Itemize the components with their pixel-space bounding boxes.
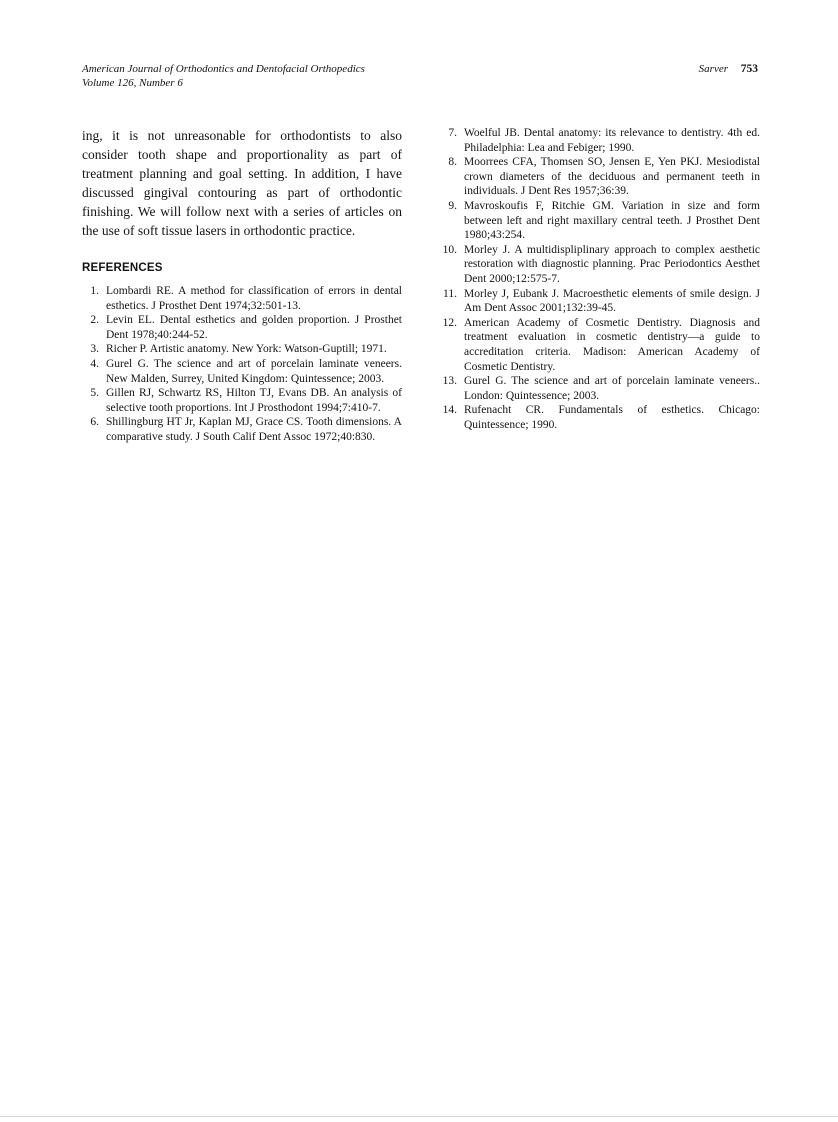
reference-item	[82, 342, 402, 357]
reference-text: Morley J, Eubank J. Macroesthetic elements of smile design. J Am Dent Assoc 2001;132:39-45.	[464, 287, 760, 315]
page-number: 753	[740, 63, 758, 75]
reference-item	[440, 287, 760, 316]
scan-edge-line	[0, 1116, 838, 1117]
left-column	[82, 126, 402, 445]
reference-item	[440, 243, 760, 287]
author-name: Sarver	[698, 63, 728, 75]
reference-text: American Academy of Cosmetic Dentistry. Diagnosis and treatment evaluation in cosmetic dentistry—a guide to accreditation criteria. Madison: American Academy of Cosmetic Dentistry.	[464, 316, 760, 373]
reference-number: 11.	[443, 287, 457, 300]
reference-number: 5.	[90, 387, 99, 400]
reference-item	[82, 415, 402, 444]
reference-item	[440, 155, 760, 199]
reference-item	[82, 386, 402, 415]
reference-text: Richer P. Artistic anatomy. New York: Watson-Guptill; 1971.	[106, 343, 387, 356]
reference-text: Gurel G. The science and art of porcelain laminate veneers.. London: Quintessence; 2003.	[464, 375, 760, 402]
reference-item	[82, 284, 402, 313]
running-head-page	[699, 62, 758, 76]
reference-number: 12.	[442, 316, 457, 329]
reference-item	[82, 313, 402, 342]
reference-number: 4.	[90, 357, 99, 370]
reference-item	[440, 199, 760, 243]
reference-text: Rufenacht CR. Fundamentals of esthetics. Chicago: Quintessence; 1990.	[464, 404, 760, 431]
two-column-body	[82, 126, 760, 445]
references-list-left	[82, 284, 402, 445]
reference-text: Lombardi RE. A method for classification of errors in dental esthetics. J Prosthet Dent 1974;32:501-13.	[106, 285, 402, 312]
reference-number: 8.	[448, 156, 457, 169]
right-column	[440, 126, 760, 445]
reference-text: Shillingburg HT Jr, Kaplan MJ, Grace CS. Tooth dimensions. A comparative study. J South Calif Dent Assoc 1972;40:830.	[106, 416, 402, 443]
journal-title: American Journal of Orthodontics and Dentofacial Orthopedics	[82, 63, 365, 75]
reference-text: Woelful JB. Dental anatomy: its relevance to dentistry. 4th ed. Philadelphia: Lea and Febiger; 1990.	[464, 127, 760, 154]
reference-item	[440, 316, 760, 374]
reference-text: Morley J. A multidispliplinary approach to complex aesthetic restoration with diagnostic planning. Prac Periodontics Aesthet Dent 2000;12:575-7.	[464, 243, 760, 285]
references-heading: REFERENCES	[82, 262, 163, 274]
running-head-journal	[82, 62, 365, 90]
reference-text: Moorrees CFA, Thomsen SO, Jensen E, Yen PKJ. Mesiodistal crown diameters of the deciduous and permanent teeth in individuals. J Dent Res 1957;36:39.	[464, 156, 760, 198]
reference-item	[440, 126, 760, 155]
reference-text: Gillen RJ, Schwartz RS, Hilton TJ, Evans DB. An analysis of selective tooth proportions. Int J Prosthodont 1994;7:410-7.	[106, 387, 402, 414]
reference-number: 1.	[90, 285, 99, 297]
reference-number: 9.	[448, 199, 457, 212]
reference-number: 6.	[90, 416, 99, 429]
reference-text: Gurel G. The science and art of porcelain laminate veneers. New Malden, Surrey, United Kingdom: Quintessence; 2003.	[106, 357, 402, 385]
volume-line: Volume 126, Number 6	[82, 77, 183, 89]
reference-text: Mavroskoufis F, Ritchie GM. Variation in size and form between left and right maxillary central teeth. J Prosthet Dent 1980;43:254.	[464, 199, 760, 242]
reference-number: 14.	[442, 404, 457, 417]
reference-text: Levin EL. Dental esthetics and golden proportion. J Prosthet Dent 1978;40:244-52.	[106, 314, 402, 341]
reference-item	[440, 403, 760, 432]
reference-item	[82, 357, 402, 386]
reference-number: 3.	[90, 343, 99, 356]
reference-number: 13.	[442, 375, 457, 388]
running-head	[82, 62, 758, 90]
reference-number: 2.	[90, 314, 99, 327]
closing-paragraph: ing, it is not unreasonable for orthodontists to also consider tooth shape and proportionality as part of treatment planning and goal setting. In addition, I have discussed gingival contouring as part of orthodontic finishing. We will follow next with a series of articles on the use of soft tissue lasers in orthodontic practice.	[82, 128, 402, 238]
reference-number: 7.	[448, 127, 457, 139]
reference-number: 10.	[442, 243, 457, 256]
reference-item	[440, 374, 760, 403]
references-list-right	[440, 126, 760, 432]
